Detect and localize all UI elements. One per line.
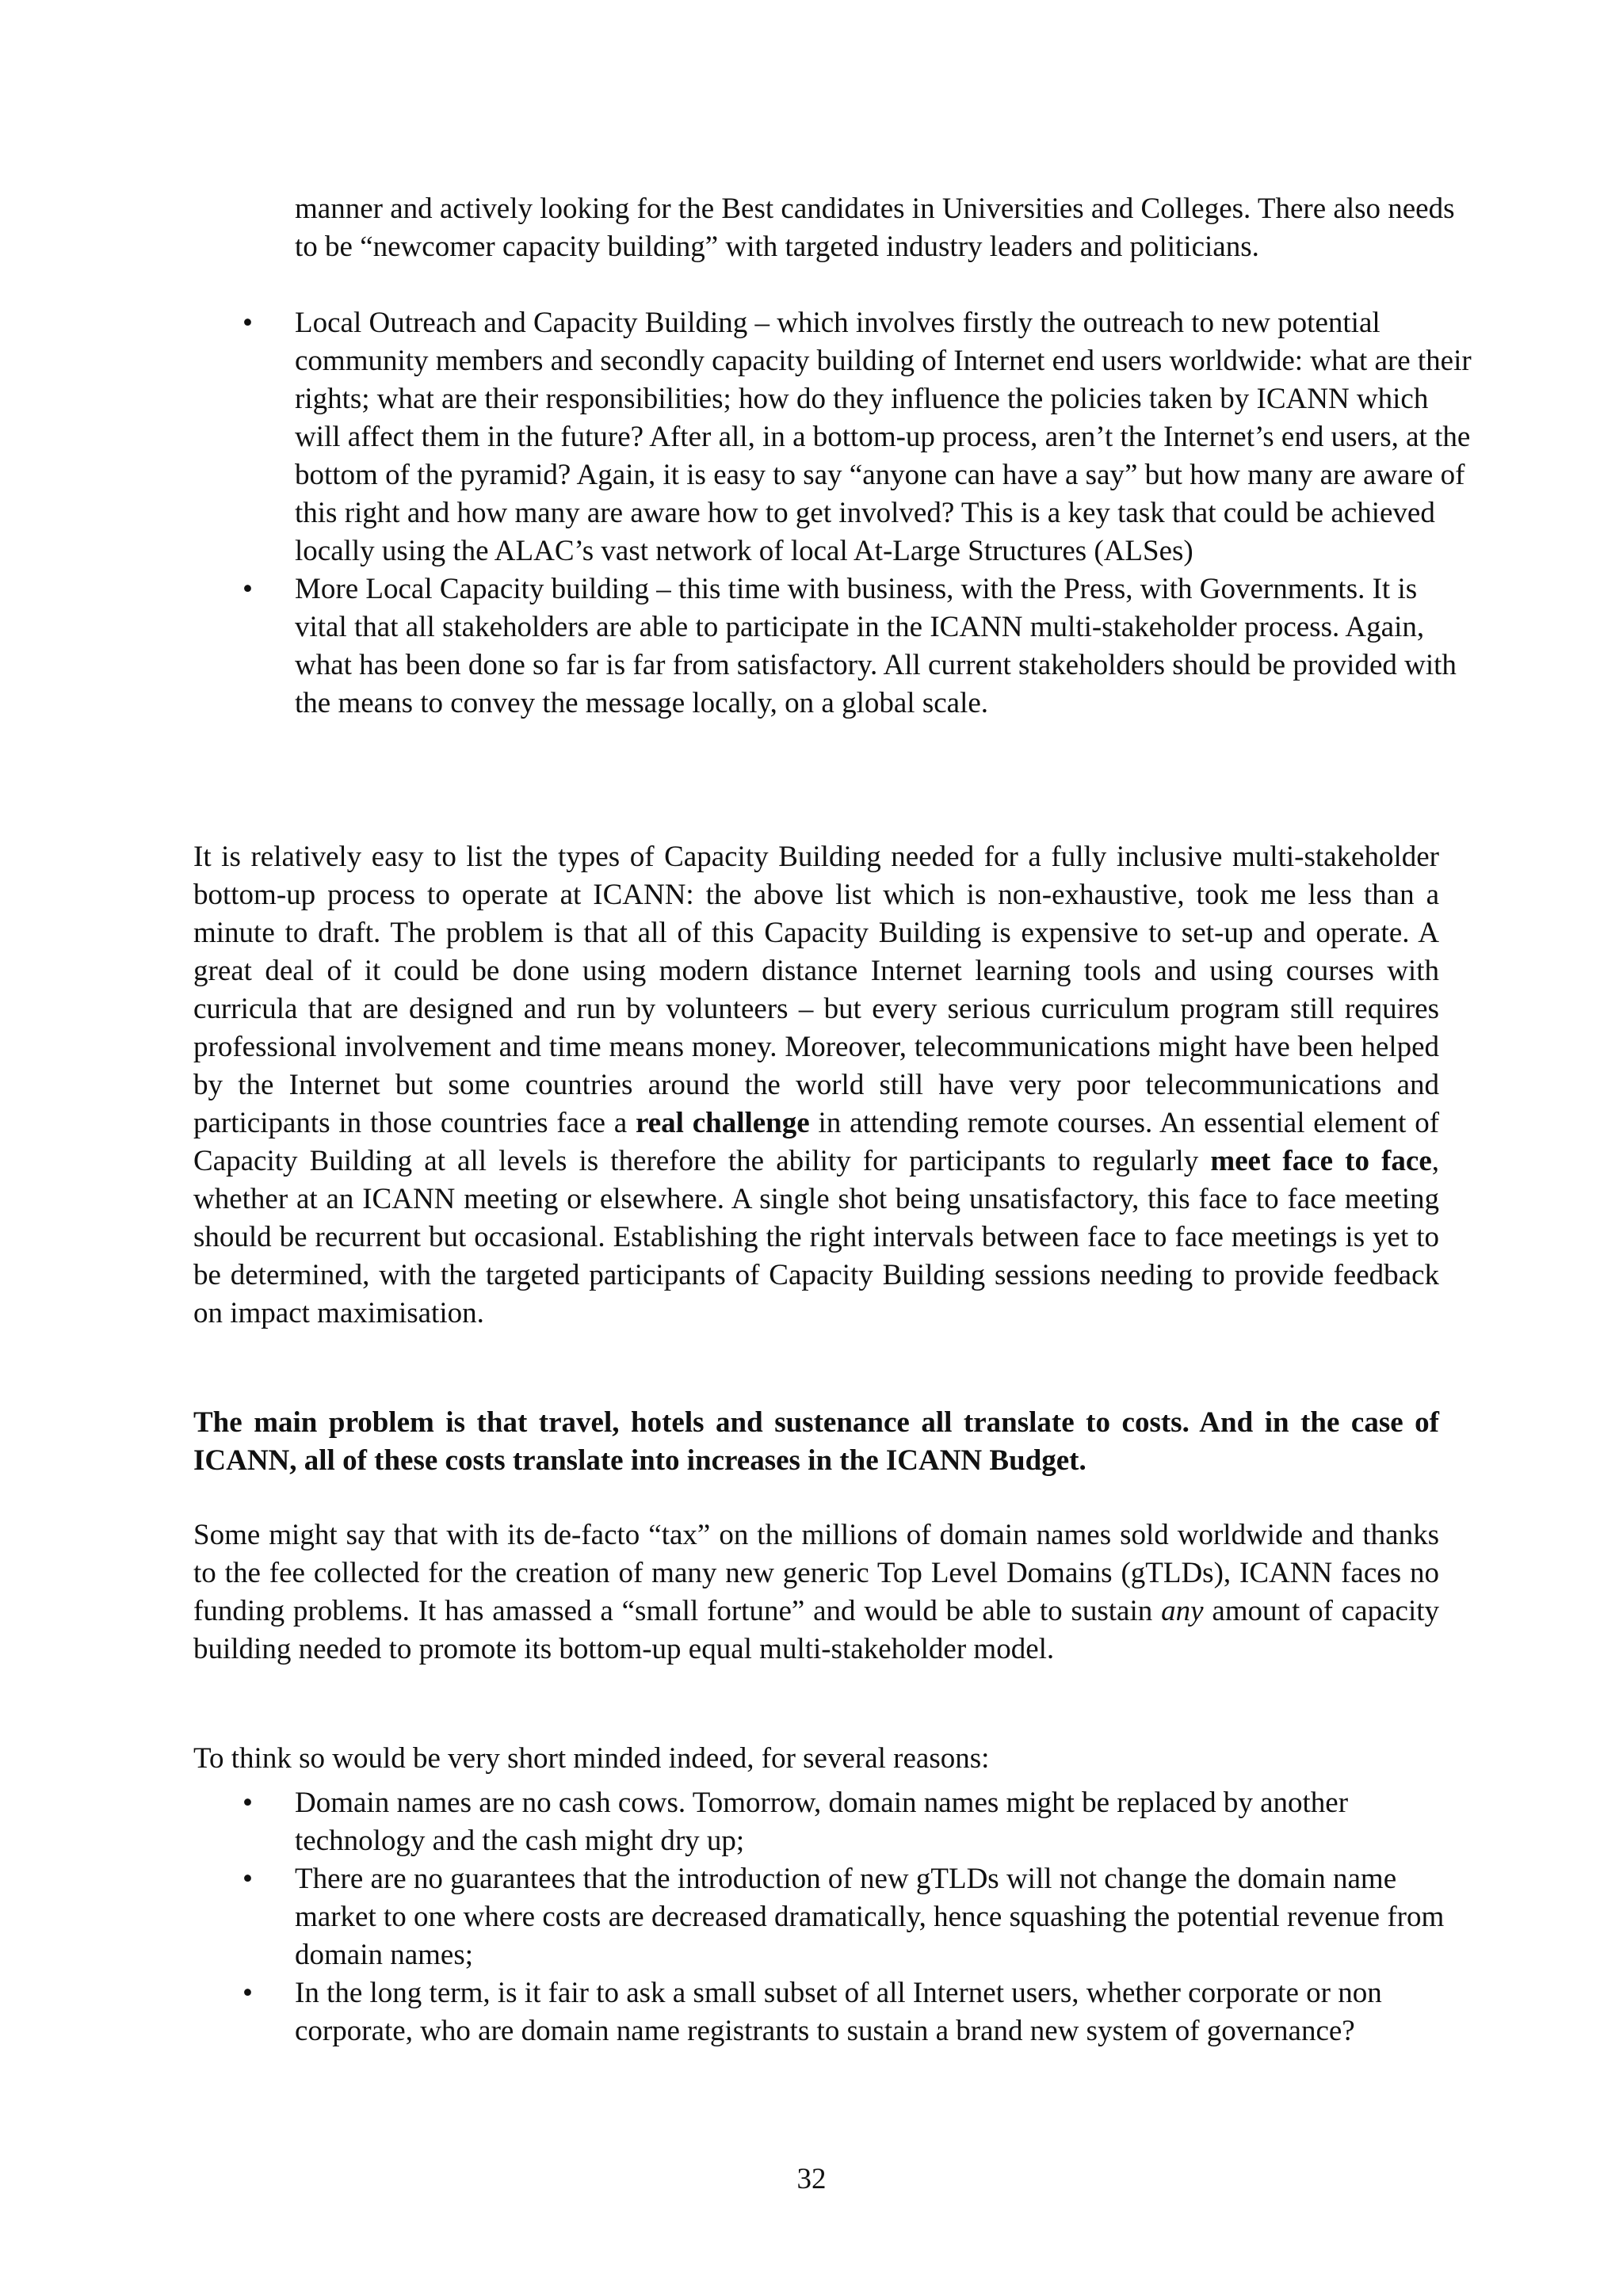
continued-paragraph: manner and actively looking for the Best candidates in Universities and Colleges. There also needs to be “newcomer capacity building” with targeted industry leaders and politicians. xyxy=(295,193,1455,263)
emphasis-any: any xyxy=(1161,1595,1204,1627)
paragraph-capacity-building xyxy=(193,838,1439,1333)
bullet-icon: • xyxy=(242,573,253,605)
list-item xyxy=(238,570,1474,723)
bullet-icon: • xyxy=(242,1787,253,1819)
list-item xyxy=(238,1974,1474,2050)
bullet-list-bottom xyxy=(238,1784,1474,2050)
paragraph-main-problem: The main problem is that travel, hotels and sustenance all translate to costs. And in the case of ICANN, all of these costs translate into increases in the ICANN Budget. xyxy=(193,1406,1439,1477)
page-number: 32 xyxy=(796,2163,827,2195)
bullet-icon: • xyxy=(242,1977,253,2009)
list-item-text: In the long term, is it fair to ask a small subset of all Internet users, whether corporate or non corporate, who are domain name registrants to sustain a brand new system of governance? xyxy=(295,1977,1382,2047)
list-item xyxy=(238,1784,1474,1860)
list-item-text: Domain names are no cash cows. Tomorrow, domain names might be replaced by another technology and the cash might dry up; xyxy=(295,1787,1349,1857)
list-item xyxy=(238,304,1474,570)
paragraph-text: in attending remote courses. An essential element of Capacity Building at all levels is therefore the ability for participants to regularly xyxy=(193,1107,1440,1177)
paragraph-text: It is relatively easy to list the types of Capacity Building needed for a fully inclusive multi-stakeholder bottom-up process to operate at ICANN: the above list which is non-exhaustive, took me less than a minute to draft. The problem is that all of this Capacity Building is expensive to set-up and operate. A great deal of it could be done using modern distance Internet learning tools and using courses with curricula that are designed and run by volunteers – but every serious curriculum program still requires professional involvement and time means money. Moreover, telecommunications might have been helped by the Internet but some countries around the world still have very poor telecommunications and participants in those countries face a xyxy=(193,841,1439,1139)
paragraph-text: , whether at an ICANN meeting or elsewhere. A single shot being unsatisfactory, this face to face meeting should be recurrent but occasional. Establishing the right intervals between face to face meetings is yet to be determined, with the targeted participants of Capacity Building sessions needing to provide feedback on impact maximisation. xyxy=(193,1145,1439,1329)
paragraph-text: amount of capacity building needed to promote its bottom-up equal multi-stakeholder model. xyxy=(193,1595,1440,1665)
paragraph-funding xyxy=(193,1516,1439,1669)
paragraph-reasons-intro: To think so would be very short minded indeed, for several reasons: xyxy=(193,1742,990,1775)
paragraph-text: Some might say that with its de-facto “tax” on the millions of domain names sold worldwide and thanks to the fee collected for the creation of many new generic Top Level Domains (gTLDs), ICANN faces no funding problems. It has amassed a “small fortune” and would be able to sustain xyxy=(193,1519,1439,1627)
bullet-list-top xyxy=(238,304,1474,723)
list-item-text: Local Outreach and Capacity Building – which involves firstly the outreach to new potential community members and secondly capacity building of Internet end users worldwide: what are their rights; what are their responsibilities; how do they influence the policies taken by ICANN which will affect them in the future? After all, in a bottom-up process, aren’t the Internet’s end users, at the bottom of the pyramid? Again, it is easy to say “anyone can have a say” but how many are aware of this right and how many are aware how to get involved? This is a key task that could be achieved locally using the ALAC’s vast network of local At-Large Structures (ALSes) xyxy=(295,307,1472,567)
bullet-icon: • xyxy=(242,307,253,339)
emphasis-real-challenge: real challenge xyxy=(635,1107,810,1139)
list-item-text: There are no guarantees that the introduction of new gTLDs will not change the domain name market to one where costs are decreased dramatically, hence squashing the potential revenue from domain names; xyxy=(295,1863,1445,1971)
bullet-icon: • xyxy=(242,1863,253,1895)
list-item xyxy=(238,1860,1474,1974)
list-item-text: More Local Capacity building – this time with business, with the Press, with Governments. It is vital that all stakeholders are able to participate in the ICANN multi-stakeholder process. Again, what has been done so far is far from satisfactory. All current stakeholders should be provided with the means to convey the message locally, on a global scale. xyxy=(295,573,1457,719)
emphasis-meet-face-to-face: meet face to face xyxy=(1210,1145,1432,1177)
